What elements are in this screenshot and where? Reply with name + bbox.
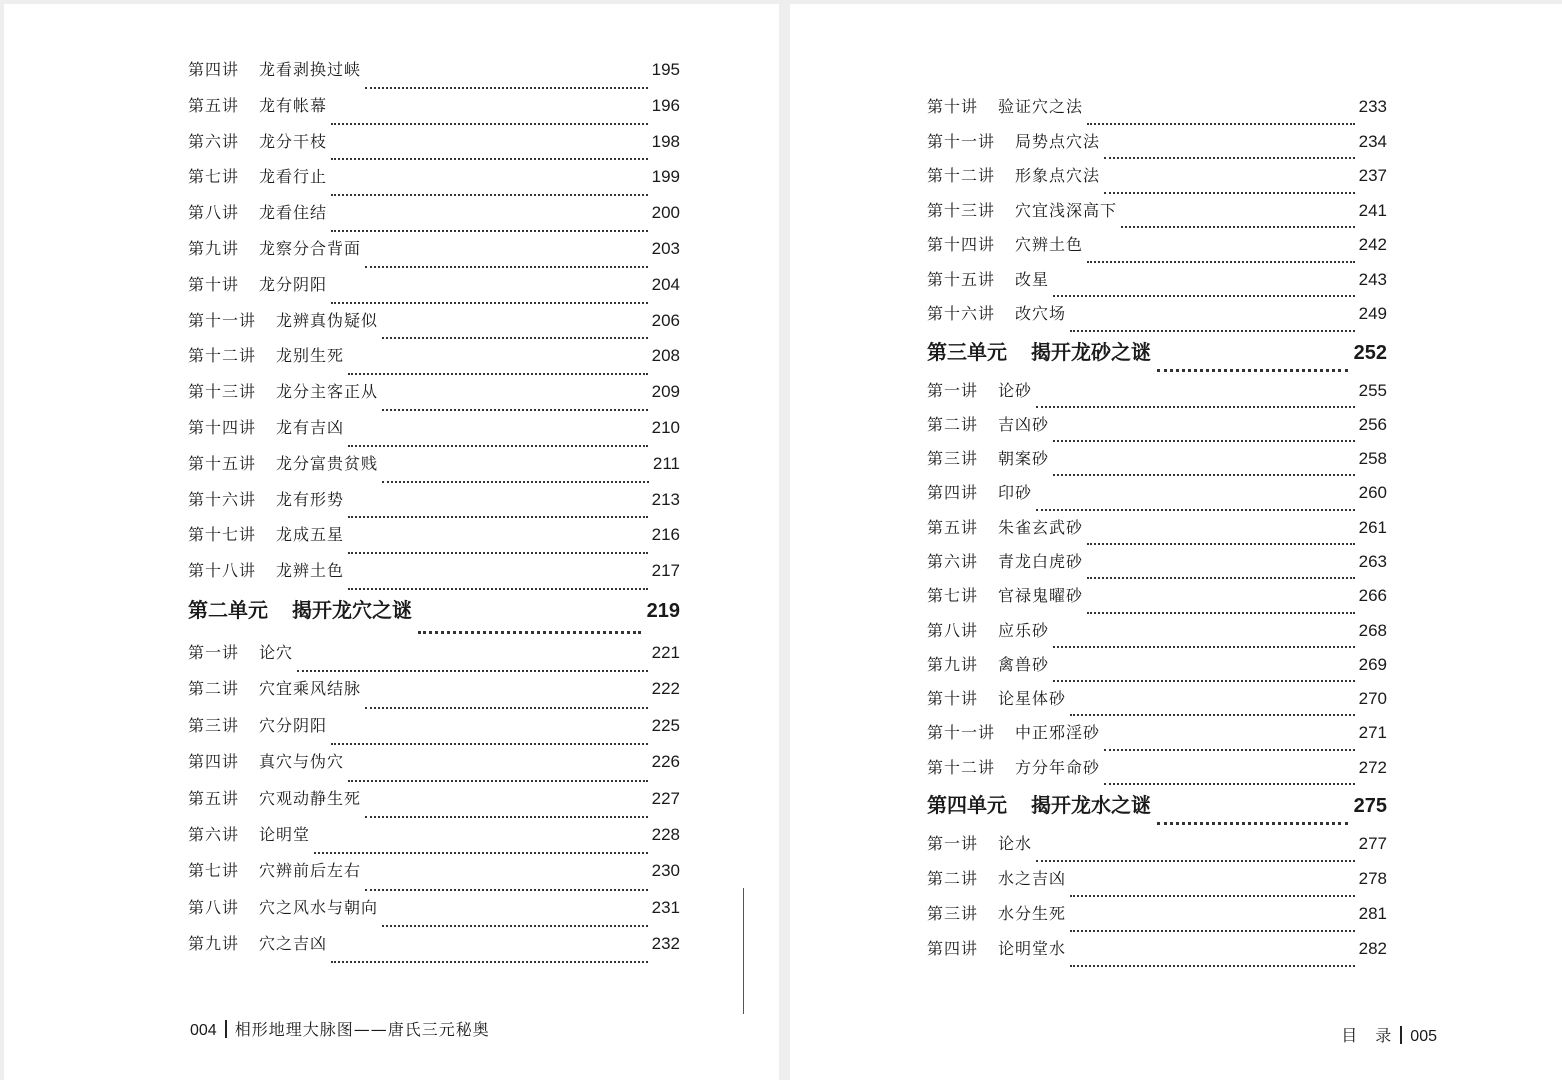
entry-title: 龙有帐幕 [259, 95, 328, 115]
entry-page: 199 [651, 167, 680, 187]
leader-dots [365, 87, 648, 89]
toc-entry[interactable] [188, 489, 680, 525]
leader-dots [1053, 474, 1355, 476]
toc-entry[interactable] [188, 381, 680, 417]
leader-dots [365, 707, 648, 709]
leader-dots [365, 816, 648, 818]
leader-dots [1087, 261, 1355, 263]
toc-entry[interactable] [188, 310, 680, 346]
entry-title: 印砂 [998, 483, 1033, 503]
entry-page: 221 [651, 642, 680, 662]
toc-entry[interactable] [188, 715, 680, 751]
leader-dots [1053, 440, 1355, 442]
toc-entry[interactable] [927, 688, 1387, 722]
entry-title: 朝案砂 [998, 449, 1050, 469]
leader-dots [1053, 295, 1355, 297]
entry-label: 第九讲 [927, 654, 979, 674]
entry-page: 204 [651, 274, 680, 294]
leader-dots [1053, 646, 1355, 648]
left-page [4, 4, 779, 1080]
unit-title: 揭开龙砂之谜 [1031, 339, 1151, 364]
leader-dots [1104, 749, 1355, 751]
entry-label: 第十五讲 [188, 453, 257, 473]
toc-entry[interactable] [927, 234, 1387, 269]
entry-label: 第三讲 [188, 715, 240, 735]
entry-title: 穴之风水与朝向 [259, 897, 379, 917]
leader-dots [418, 631, 641, 634]
entry-label: 第十讲 [927, 689, 979, 709]
entry-title: 龙看行止 [259, 167, 328, 187]
entry-label: 第三讲 [927, 449, 979, 469]
entry-label: 第一讲 [927, 834, 979, 854]
entry-label: 第八讲 [927, 620, 979, 640]
entry-label: 第十一讲 [188, 310, 257, 330]
toc-entry[interactable] [188, 274, 680, 310]
unit-page: 275 [1353, 795, 1387, 818]
leader-dots [1087, 612, 1355, 614]
leader-dots [331, 302, 648, 304]
entry-title: 穴辨土色 [1015, 235, 1084, 254]
entry-label: 第十七讲 [188, 525, 257, 545]
toc-entry[interactable] [927, 833, 1387, 868]
book-title: 相形地理大脉图——唐氏三元秘奥 [234, 1020, 490, 1039]
entry-label: 第十三讲 [927, 200, 996, 220]
entry-label: 第一讲 [927, 380, 979, 400]
entry-title: 龙察分合背面 [259, 238, 362, 258]
toc-entry[interactable] [927, 269, 1387, 304]
toc-entry[interactable] [188, 751, 680, 787]
leader-dots [1087, 123, 1355, 125]
leader-dots [382, 337, 648, 339]
entry-label: 第六讲 [188, 131, 240, 151]
leader-dots [1121, 226, 1355, 228]
entry-label: 第十一讲 [927, 131, 996, 151]
entry-title: 水之吉凶 [998, 869, 1067, 889]
page-number: 005 [1410, 1028, 1437, 1045]
toc-unit-heading[interactable] [188, 596, 680, 642]
entry-title: 禽兽砂 [998, 654, 1050, 674]
leader-dots [331, 194, 648, 196]
entry-title: 龙分富贵贫贱 [276, 453, 379, 473]
leader-dots [1070, 965, 1355, 967]
entry-title: 龙分主客正从 [276, 382, 379, 402]
toc-entry[interactable] [188, 897, 680, 933]
entry-page: 263 [1358, 551, 1387, 571]
entry-page: 200 [651, 203, 680, 223]
page-footer-right [1341, 1023, 1437, 1046]
entry-title: 方分年命砂 [1015, 757, 1101, 777]
toc-entry[interactable] [927, 722, 1387, 756]
leader-dots [1053, 680, 1355, 682]
leader-dots [1104, 192, 1355, 194]
toc-entry[interactable] [188, 933, 680, 969]
toc-entry[interactable] [188, 788, 680, 824]
entry-title: 龙有吉凶 [276, 417, 345, 437]
toc-entry[interactable] [927, 448, 1387, 482]
footer-separator [1400, 1026, 1402, 1044]
entry-label: 第四讲 [927, 939, 979, 959]
leader-dots [1036, 860, 1355, 862]
entry-title: 论穴 [259, 642, 294, 662]
footer-separator [225, 1020, 227, 1038]
entry-page: 243 [1358, 269, 1387, 289]
entry-page: 209 [651, 382, 680, 402]
toc-entry[interactable] [188, 642, 680, 678]
entry-label: 第十讲 [188, 274, 240, 294]
leader-dots [331, 961, 648, 963]
page-number: 004 [190, 1022, 217, 1039]
entry-title: 穴观动静生死 [259, 788, 362, 808]
leader-dots [1036, 406, 1355, 408]
toc-entry[interactable] [927, 585, 1387, 619]
leader-dots [382, 481, 649, 483]
entry-title: 龙分干枝 [259, 131, 328, 151]
entry-page: 213 [651, 489, 680, 509]
entry-title: 龙辨土色 [276, 561, 345, 581]
entry-page: 255 [1358, 380, 1387, 400]
entry-title: 龙看剥换过峡 [259, 60, 362, 79]
entry-title: 龙分阴阳 [259, 274, 328, 294]
toc-entry[interactable] [927, 131, 1387, 166]
toc-entry[interactable] [188, 131, 680, 167]
entry-title: 穴宜乘风结脉 [259, 679, 362, 699]
entry-label: 第十五讲 [927, 269, 996, 289]
entry-page: 282 [1358, 939, 1387, 959]
entry-page: 281 [1358, 904, 1387, 924]
entry-page: 261 [1358, 517, 1387, 537]
entry-title: 论明堂 [259, 824, 311, 844]
leader-dots [348, 373, 648, 375]
leader-dots [331, 123, 648, 125]
leader-dots [1070, 930, 1355, 932]
toc-entry[interactable] [927, 414, 1387, 448]
leader-dots [348, 588, 648, 590]
entry-page: 208 [651, 346, 680, 366]
entry-page: 234 [1358, 131, 1387, 151]
entry-title: 龙成五星 [276, 525, 345, 545]
margin-rule [743, 888, 744, 1014]
toc-entry[interactable] [188, 678, 680, 714]
entry-label: 第十一讲 [927, 723, 996, 743]
leader-dots [1104, 157, 1355, 159]
entry-title: 水分生死 [998, 904, 1067, 924]
leader-dots [348, 552, 648, 554]
entry-label: 第十四讲 [188, 417, 257, 437]
toc-list-right [927, 96, 1387, 973]
toc-unit-heading[interactable] [927, 791, 1387, 833]
toc-list-left [188, 59, 680, 969]
entry-label: 第十二讲 [188, 346, 257, 366]
entry-label: 第六讲 [927, 551, 979, 571]
entry-title: 穴辨前后左右 [259, 861, 362, 881]
leader-dots [365, 266, 648, 268]
entry-page: 211 [652, 453, 680, 473]
toc-entry[interactable] [188, 824, 680, 860]
leader-dots [331, 230, 648, 232]
toc-entry[interactable] [927, 482, 1387, 516]
leader-dots [348, 445, 648, 447]
entry-title: 龙有形势 [276, 489, 345, 509]
entry-label: 第八讲 [188, 897, 240, 917]
entry-label: 第七讲 [188, 167, 240, 187]
leader-dots [382, 409, 648, 411]
toc-entry[interactable] [927, 868, 1387, 903]
entry-title: 验证穴之法 [998, 97, 1084, 116]
entry-title: 中正邪淫砂 [1015, 723, 1101, 743]
entry-label: 第十六讲 [927, 304, 996, 323]
entry-label: 第五讲 [188, 788, 240, 808]
toc-entry[interactable] [927, 165, 1387, 200]
leader-dots [1157, 369, 1348, 372]
leader-dots [331, 158, 648, 160]
entry-page: 277 [1358, 834, 1387, 854]
toc-entry[interactable] [188, 524, 680, 560]
entry-label: 第二讲 [188, 679, 240, 699]
unit-label: 第二单元 [188, 597, 268, 622]
entry-title: 青龙白虎砂 [998, 551, 1084, 571]
entry-title: 吉凶砂 [998, 414, 1050, 434]
leader-dots [1087, 543, 1355, 545]
entry-page: 195 [651, 60, 680, 79]
entry-page: 242 [1358, 235, 1387, 254]
leader-dots [297, 670, 648, 672]
entry-label: 第十讲 [927, 97, 979, 116]
leader-dots [331, 743, 648, 745]
entry-title: 局势点穴法 [1015, 131, 1101, 151]
entry-page: 217 [651, 561, 680, 581]
entry-page: 232 [651, 934, 680, 954]
entry-label: 第二讲 [927, 869, 979, 889]
entry-page: 233 [1358, 97, 1387, 116]
entry-label: 第九讲 [188, 934, 240, 954]
entry-title: 龙别生死 [276, 346, 345, 366]
entry-page: 271 [1358, 723, 1387, 743]
entry-label: 第十三讲 [188, 382, 257, 402]
leader-dots [1157, 822, 1348, 825]
leader-dots [382, 925, 648, 927]
entry-label: 第十八讲 [188, 561, 257, 581]
toc-entry[interactable] [927, 96, 1387, 131]
unit-title: 揭开龙穴之谜 [292, 597, 412, 622]
toc-entry[interactable] [927, 200, 1387, 235]
entry-page: 258 [1358, 449, 1387, 469]
entry-page: 269 [1358, 654, 1387, 674]
entry-title: 穴宜浅深高下 [1015, 200, 1118, 220]
entry-page: 227 [651, 788, 680, 808]
unit-page: 252 [1353, 341, 1387, 364]
unit-label: 第三单元 [927, 339, 1007, 364]
leader-dots [1070, 330, 1355, 332]
leader-dots [1036, 509, 1355, 511]
entry-page: 210 [651, 417, 680, 437]
entry-label: 第四讲 [188, 752, 240, 772]
entry-title: 官禄鬼曜砂 [998, 586, 1084, 606]
toc-unit-heading[interactable] [927, 338, 1387, 380]
entry-page: 196 [651, 95, 680, 115]
entry-page: 266 [1358, 586, 1387, 606]
entry-page: 268 [1358, 620, 1387, 640]
leader-dots [348, 780, 648, 782]
entry-title: 真穴与伪穴 [259, 752, 345, 772]
entry-label: 第二讲 [927, 414, 979, 434]
entry-label: 第一讲 [188, 642, 240, 662]
entry-page: 237 [1358, 166, 1387, 185]
leader-dots [365, 889, 648, 891]
leader-dots [314, 852, 648, 854]
entry-title: 改穴场 [1015, 304, 1067, 323]
leader-dots [1070, 895, 1355, 897]
toc-entry[interactable] [188, 238, 680, 274]
leader-dots [1087, 577, 1355, 579]
entry-label: 第九讲 [188, 238, 240, 258]
right-page [790, 4, 1562, 1080]
entry-label: 第七讲 [927, 586, 979, 606]
entry-label: 第四讲 [188, 60, 240, 79]
section-title: 目 录 [1341, 1026, 1393, 1045]
entry-title: 改星 [1015, 269, 1050, 289]
toc-entry[interactable] [927, 517, 1387, 551]
entry-label: 第十四讲 [927, 235, 996, 254]
toc-entry[interactable] [927, 903, 1387, 938]
leader-dots [1104, 783, 1355, 785]
entry-page: 230 [651, 861, 680, 881]
entry-label: 第八讲 [188, 203, 240, 223]
entry-page: 260 [1358, 483, 1387, 503]
toc-entry[interactable] [927, 551, 1387, 585]
entry-page: 203 [651, 238, 680, 258]
entry-label: 第七讲 [188, 861, 240, 881]
entry-label: 第十二讲 [927, 757, 996, 777]
unit-title: 揭开龙水之谜 [1031, 793, 1151, 818]
toc-entry[interactable] [188, 453, 680, 489]
entry-title: 论星体砂 [998, 689, 1067, 709]
toc-entry[interactable] [188, 166, 680, 202]
entry-label: 第四讲 [927, 483, 979, 503]
leader-dots [348, 516, 648, 518]
toc-entry[interactable] [927, 303, 1387, 338]
entry-title: 龙看住结 [259, 203, 328, 223]
entry-label: 第五讲 [188, 95, 240, 115]
entry-page: 206 [651, 310, 680, 330]
entry-title: 论明堂水 [998, 939, 1067, 959]
entry-label: 第三讲 [927, 904, 979, 924]
page-footer-left [190, 1017, 490, 1040]
entry-page: 216 [651, 525, 680, 545]
leader-dots [1070, 714, 1355, 716]
entry-title: 穴分阴阳 [259, 715, 328, 735]
entry-label: 第十六讲 [188, 489, 257, 509]
entry-page: 231 [651, 897, 680, 917]
toc-entry[interactable] [188, 345, 680, 381]
entry-title: 朱雀玄武砂 [998, 517, 1084, 537]
entry-page: 272 [1358, 757, 1387, 777]
entry-page: 228 [651, 824, 680, 844]
entry-page: 226 [651, 752, 680, 772]
entry-title: 形象点穴法 [1015, 166, 1101, 185]
toc-entry[interactable] [188, 560, 680, 596]
toc-entry[interactable] [188, 59, 680, 95]
entry-label: 第十二讲 [927, 166, 996, 185]
entry-page: 278 [1358, 869, 1387, 889]
toc-entry[interactable] [927, 938, 1387, 973]
entry-label: 第五讲 [927, 517, 979, 537]
entry-title: 论水 [998, 834, 1033, 854]
entry-page: 225 [651, 715, 680, 735]
entry-page: 198 [651, 131, 680, 151]
toc-entry[interactable] [927, 757, 1387, 791]
toc-entry[interactable] [188, 202, 680, 238]
entry-title: 穴之吉凶 [259, 934, 328, 954]
toc-entry[interactable] [188, 417, 680, 453]
entry-title: 龙辨真伪疑似 [276, 310, 379, 330]
toc-entry[interactable] [927, 654, 1387, 688]
entry-page: 222 [651, 679, 680, 699]
unit-page: 219 [646, 599, 680, 622]
toc-entry[interactable] [188, 95, 680, 131]
entry-page: 270 [1358, 689, 1387, 709]
toc-entry[interactable] [927, 380, 1387, 414]
entry-label: 第六讲 [188, 824, 240, 844]
entry-page: 241 [1358, 200, 1387, 220]
entry-title: 应乐砂 [998, 620, 1050, 640]
toc-entry[interactable] [927, 620, 1387, 654]
unit-label: 第四单元 [927, 793, 1007, 818]
entry-page: 249 [1358, 304, 1387, 323]
toc-entry[interactable] [188, 860, 680, 896]
entry-title: 论砂 [998, 380, 1033, 400]
entry-page: 256 [1358, 414, 1387, 434]
